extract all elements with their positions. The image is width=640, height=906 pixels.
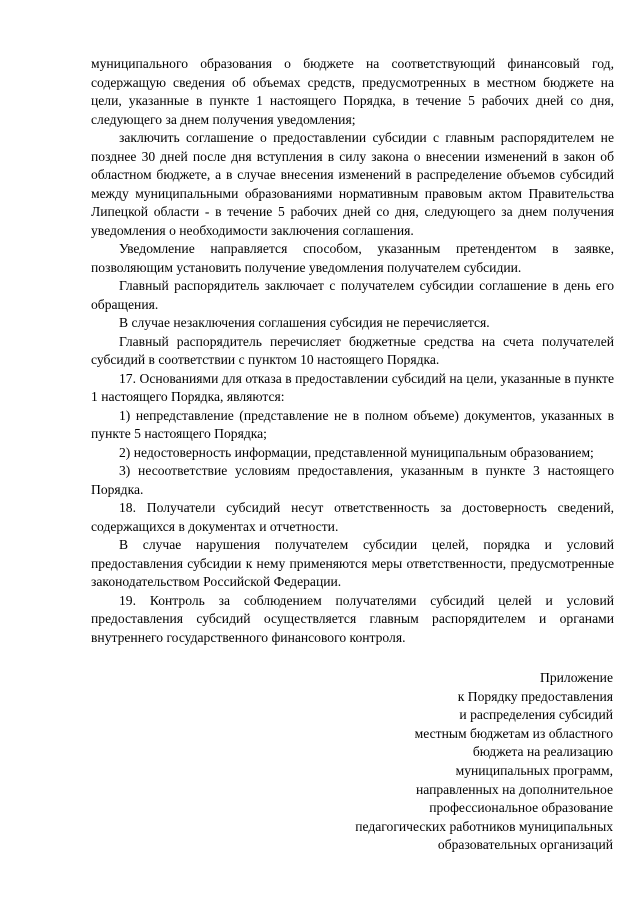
paragraph-6: Главный распорядитель перечисляет бюджетные средства на счета получателей субсидий в соответствии с пунктом 10 настоящего Порядка. [91,333,614,367]
paragraph-13: 19. Контроль за соблюдением получателями субсидий целей и условий предоставления субсидий осуществляется главным распорядителем и органами внутреннего государственного финансового контроля. [91,592,614,645]
paragraph-3: Уведомление направляется способом, указанным претендентом в заявке, позволяющим установить получение уведомления получателем субсидии. [91,241,614,275]
appendix-line: образовательных организаций [437,837,613,853]
paragraph-1: муниципального образования о бюджете на соответствующий финансовый год, содержащую сведения об объемах средств, предусмотренных в местном бюджете на цели, указанные в пункте 1 настоящего Порядка, в течение 5 рабочих дней со дня, следующего за днем получения уведомления; [91,56,614,127]
paragraph-9: 2) недостоверность информации, представленной муниципальным образованием; [119,444,594,460]
paragraph-10: 3) несоответствие условиям предоставления, указанным в пункте 3 настоящего Порядка. [91,463,614,497]
appendix-line: направленных на дополнительное [415,781,613,797]
appendix-line: педагогических работников муниципальных [355,818,613,834]
paragraph-5: В случае незаключения соглашения субсидия не перечисляется. [119,315,490,330]
appendix-line: профессиональное образование [429,800,613,816]
paragraph-8: 1) непредставление (представление не в полном объеме) документов, указанных в пункте 5 настоящего Порядка; [91,407,614,441]
paragraph-12: В случае нарушения получателем субсидии целей, порядка и условий предоставления субсидии к нему применяются меры ответственности, предусмотренные законодательством Российской Федерации. [91,537,614,589]
appendix-line: бюджета на реализацию [472,744,613,760]
document-body [91,55,614,647]
paragraph-11: 18. Получатели субсидий несут ответственность за достоверность сведений, содержащихся в документах и отчетности. [91,500,614,534]
appendix-line: Приложение [540,670,613,685]
paragraph-2: заключить соглашение о предоставлении субсидии с главным распорядителем не позднее 30 дней после дня вступления в силу закона о внесении изменений в закон об областном бюджете, а в случае внесения изменений в распределение объемов субсидий между муниципальными образованиями нормативным правовым актом Правительства Липецкой области - в течение 5 рабочих дней со дня, следующего за днем получения уведомления о необходимости заключения соглашения. [91,130,614,238]
paragraph-7: 17. Основаниями для отказа в предоставлении субсидий на цели, указанные в пункте 1 настоящего Порядка, являются: [91,370,614,404]
appendix-note [293,669,613,855]
paragraph-4: Главный распорядитель заключает с получателем субсидии соглашение в день его обращения. [91,278,614,312]
appendix-line: к Порядку предоставления [457,688,613,704]
appendix-line: местным бюджетам из областного [414,725,613,741]
appendix-line: муниципальных программ, [455,762,613,778]
appendix-line: и распределения субсидий [459,707,613,723]
